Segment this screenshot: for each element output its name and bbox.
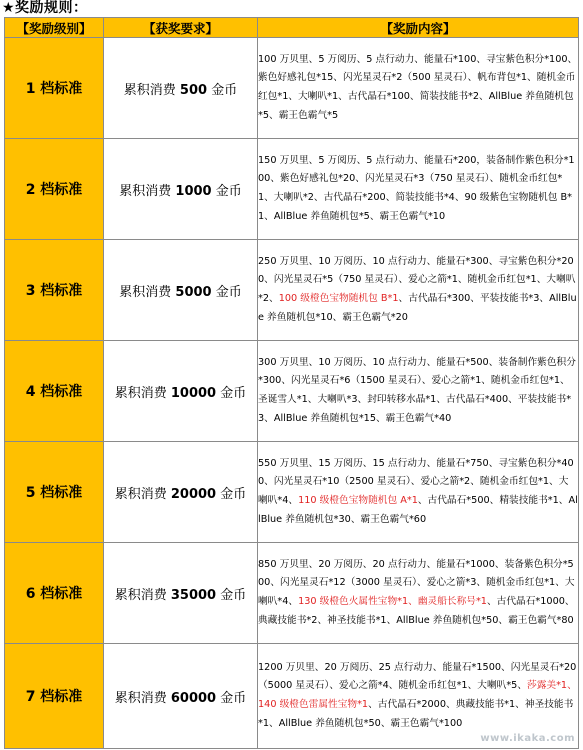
reward-level-cell: 2 档标准 xyxy=(5,139,104,240)
reward-text: 、古代晶石*300、平装技能书*3、AllBlue 养鱼随机包*10、霸王色霸气*20 xyxy=(258,293,577,323)
reward-level-cell: 7 档标准 xyxy=(5,644,104,749)
header-reward-content: 【奖励内容】 xyxy=(258,18,579,38)
reward-level-cell: 5 档标准 xyxy=(5,442,104,543)
requirement-cell xyxy=(104,543,258,644)
highlight-reward-text: 110 级橙色宝物随机包 A*1 xyxy=(298,495,418,506)
reward-level-cell: 1 档标准 xyxy=(5,38,104,139)
requirement-prefix: 累积消费 xyxy=(123,82,180,98)
requirement-prefix: 累积消费 xyxy=(114,690,171,706)
table-row xyxy=(5,341,579,442)
requirement-amount: 20000 xyxy=(170,486,217,502)
reward-level-cell: 3 档标准 xyxy=(5,240,104,341)
reward-rules-table xyxy=(4,17,579,749)
highlight-reward-text: 莎露美*1、140 级橙色雷属性宝物*1 xyxy=(258,680,577,710)
reward-content-cell xyxy=(258,442,579,543)
requirement-cell xyxy=(104,139,258,240)
reward-text: 1200 万贝里、20 万阅历、25 点行动力、能量石*1500、闪光星灵石*20（5000 星灵石）、爱心之箭*4、随机金币红包*1、大喇叭*5、 xyxy=(258,661,577,692)
requirement-prefix: 累积消费 xyxy=(114,486,171,502)
reward-text: 300 万贝里、10 万阅历、10 点行动力、能量石*500、装备制作紫色积分*300、闪光星灵石*6（1500 星灵石）、爱心之箭*1、随机金币红包*1、圣诞雪人*1、大喇叭*3、封印转移水晶*1、古代晶石*400、平装技能书*3、AllBlue 养鱼随机包*15、霸王色霸气*40 xyxy=(258,356,576,424)
table-row xyxy=(5,38,579,139)
table-header-row xyxy=(5,18,579,38)
requirement-cell xyxy=(104,38,258,139)
requirement-amount: 500 xyxy=(179,82,208,98)
requirement-suffix: 金币 xyxy=(216,690,247,706)
requirement-prefix: 累积消费 xyxy=(114,587,171,603)
requirement-prefix: 累积消费 xyxy=(119,284,176,300)
highlight-reward-text: 100 级橙色宝物随机包 B*1 xyxy=(278,293,399,304)
requirement-suffix: 金币 xyxy=(216,385,247,401)
requirement-suffix: 金币 xyxy=(216,486,247,502)
requirement-suffix: 金币 xyxy=(207,82,238,98)
reward-text: 100 万贝里、5 万阅历、5 点行动力、能量石*100、寻宝紫色积分*100、紫色好感礼包*15、闪光星灵石*2（500 星灵石）、帆布背包*1、随机金币红包*1、大喇叭*1、古代晶石*100、简装技能书*2、AllBlue 养鱼随机包*5、霸王色霸气*5 xyxy=(258,53,578,121)
header-requirement: 【获奖要求】 xyxy=(104,18,258,38)
requirement-cell xyxy=(104,442,258,543)
requirement-cell xyxy=(104,341,258,442)
requirement-amount: 10000 xyxy=(170,385,217,401)
reward-text: 850 万贝里、20 万阅历、20 点行动力、能量石*1000、装备紫色积分*500、闪光星灵石*12（3000 星灵石）、爱心之箭*3、随机金币红包*1、大喇叭*4、 xyxy=(258,558,575,607)
table-row xyxy=(5,240,579,341)
requirement-prefix: 累积消费 xyxy=(119,183,176,199)
requirement-suffix: 金币 xyxy=(216,587,247,603)
reward-text: 550 万贝里、15 万阅历、15 点行动力、能量石*750、寻宝紫色积分*400、闪光星灵石*10（2500 星灵石）、爱心之箭*2、随机金币红包*1、大喇叭*4、 xyxy=(258,457,574,506)
reward-content-cell xyxy=(258,543,579,644)
requirement-amount: 5000 xyxy=(175,284,212,300)
page-title: ★奖励规则： xyxy=(2,0,88,16)
requirement-prefix: 累积消费 xyxy=(114,385,171,401)
reward-text: 、古代晶石*2000、典藏技能书*1、神圣技能书*1、AllBlue 养鱼随机包*50、霸王色霸气*100 xyxy=(258,699,574,729)
reward-level-cell: 6 档标准 xyxy=(5,543,104,644)
reward-text: 、古代晶石*1000、典藏技能书*2、神圣技能书*1、AllBlue 养鱼随机包*50、霸王色霸气*80 xyxy=(258,596,575,626)
requirement-suffix: 金币 xyxy=(211,284,242,300)
reward-content-cell xyxy=(258,341,579,442)
reward-text: 150 万贝里、5 万阅历、5 点行动力、能量石*200，装备制作紫色积分*100、紫色好感礼包*20、闪光星灵石*3（750 星灵石）、随机金币红包*1、大喇叭*2、古代晶石*200、简装技能书*4、90 级紫色宝物随机包 B*1、AllBlue 养鱼随机包*5、霸王色霸气*10 xyxy=(258,154,575,222)
requirement-suffix: 金币 xyxy=(211,183,242,199)
site-watermark: www.ikaka.com xyxy=(480,733,575,744)
table-row xyxy=(5,139,579,240)
highlight-reward-text: 130 级橙色火属性宝物*1、幽灵船长称号*1 xyxy=(298,596,487,607)
requirement-amount: 60000 xyxy=(170,690,217,706)
table-row xyxy=(5,442,579,543)
requirement-amount: 1000 xyxy=(175,183,212,199)
reward-content-cell xyxy=(258,139,579,240)
table-row xyxy=(5,543,579,644)
reward-text: 、古代晶石*500、精装技能书*1、AllBlue 养鱼随机包*30、霸王色霸气*60 xyxy=(258,495,578,525)
requirement-amount: 35000 xyxy=(170,587,217,603)
reward-level-cell: 4 档标准 xyxy=(5,341,104,442)
reward-content-cell xyxy=(258,240,579,341)
header-reward-level: 【奖励级别】 xyxy=(5,18,104,38)
reward-content-cell xyxy=(258,38,579,139)
reward-text: 250 万贝里、10 万阅历、10 点行动力、能量石*300、寻宝紫色积分*200、闪光星灵石*5（750 星灵石）、爱心之箭*1、随机金币红包*1、大喇叭*2、 xyxy=(258,255,576,304)
requirement-cell xyxy=(104,644,258,749)
requirement-cell xyxy=(104,240,258,341)
